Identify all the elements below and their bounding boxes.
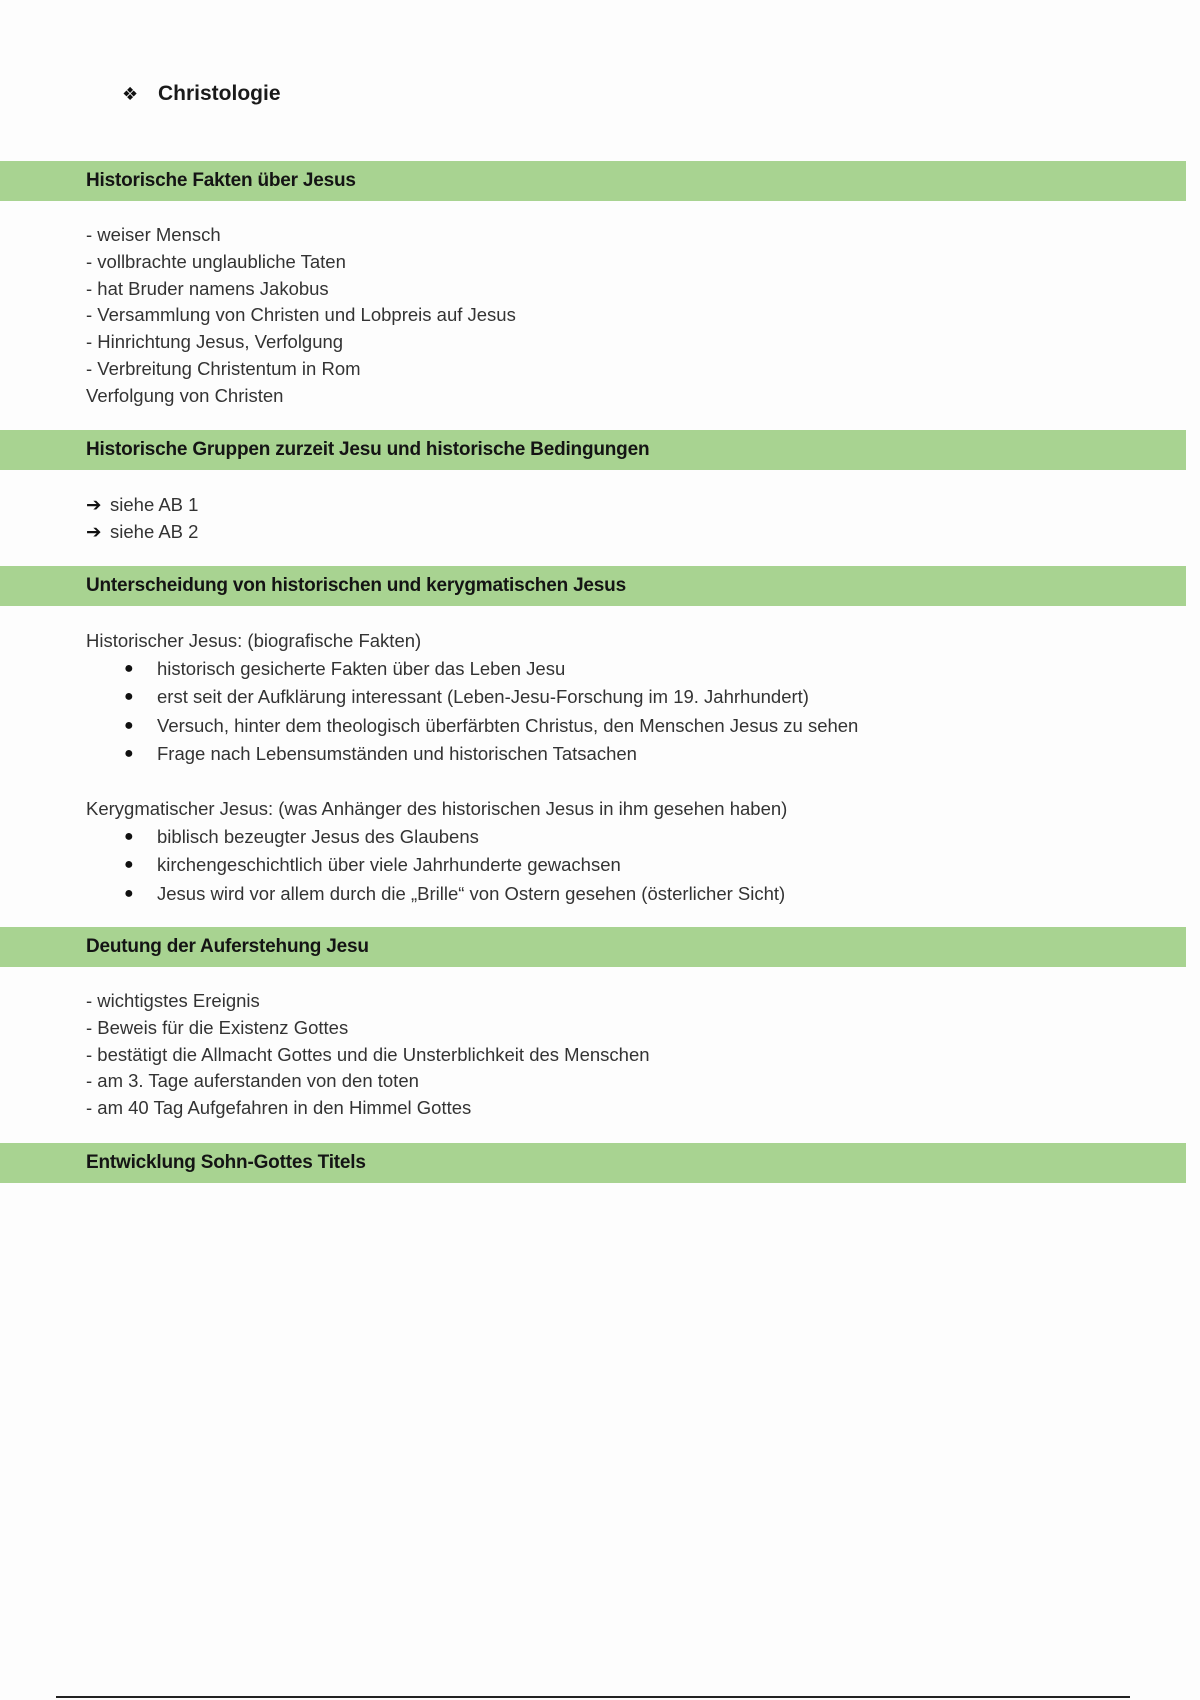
right-arrow-icon: ➔ [86,520,102,542]
section-header-auferstehung [0,927,1186,967]
section-heading: Deutung der Auferstehung Jesu [86,936,369,957]
block-intro: Kerygmatischer Jesus: (was Anhänger des historischen Jesus in ihm gesehen haben) [86,798,788,819]
list-item: - weiser Mensch [86,224,221,245]
list-item: Verfolgung von Christen [86,384,284,406]
list-item [86,655,858,684]
bullet-icon: ● [124,827,134,845]
section-heading: Entwicklung Sohn-Gottes Titels [86,1152,366,1173]
bullet-text: Jesus wird vor allem durch die „Brille“ von Ostern gesehen (österlicher Sicht) [157,882,786,904]
section-heading: Historische Gruppen zurzeit Jesu und historische Bedingungen [86,439,650,460]
section-header-historische-fakten [0,161,1186,201]
list-item: - wichtigstes Ereignis [86,990,260,1011]
list-item [86,683,858,712]
list-item [86,519,198,546]
historical-jesus-block [86,628,858,769]
bullet-icon: ● [124,745,134,763]
section-header-sohn-gottes [0,1143,1186,1183]
bullet-icon: ● [124,716,134,734]
section-header-historische-gruppen [0,430,1186,470]
facts-list [86,222,516,410]
bullet-text: erst seit der Aufklärung interessant (Leben-Jesu-Forschung im 19. Jahrhundert) [157,686,809,708]
list-item: - bestätigt die Allmacht Gottes und die Unsterblichkeit des Menschen [86,1043,650,1065]
list-item: - am 3. Tage auferstanden von den toten [86,1070,419,1092]
reference-list [86,492,198,546]
list-item [86,851,787,880]
list-item: - Beweis für die Existenz Gottes [86,1016,349,1038]
list-item [86,740,858,769]
reference-text: siehe AB 1 [110,494,199,515]
list-item: - Verbreitung Christentum in Rom [86,357,361,379]
right-arrow-icon: ➔ [86,494,102,515]
bullet-icon: ● [124,856,134,874]
list-item: - am 40 Tag Aufgefahren in den Himmel Gottes [86,1097,472,1119]
section-heading: Historische Fakten über Jesus [86,170,356,191]
bullet-text: historisch gesicherte Fakten über das Leben Jesu [157,657,566,679]
page-title-text: Christologie [158,82,281,105]
reference-text: siehe AB 2 [110,520,199,542]
list-item: - vollbrachte unglaubliche Taten [86,250,346,272]
section-heading: Unterscheidung von historischen und kerygmatischen Jesus [86,575,626,596]
list-item [86,492,198,519]
kerygmatic-jesus-block [86,796,787,908]
list-item: - hat Bruder namens Jakobus [86,277,329,299]
list-item [86,823,787,852]
bullet-text: Frage nach Lebensumständen und historischen Tatsachen [157,743,637,765]
bullet-icon: ● [124,688,134,706]
four-diamond-icon: ❖ [122,83,139,104]
list-item: - Versammlung von Christen und Lobpreis auf Jesus [86,304,516,326]
footer-divider [56,1696,1130,1698]
bullet-text: biblisch bezeugter Jesus des Glaubens [157,825,479,847]
list-item [86,880,787,909]
page-title [122,82,281,106]
block-intro: Historischer Jesus: (biografische Fakten) [86,630,422,651]
bullet-icon: ● [124,659,134,677]
bullet-icon: ● [124,884,134,902]
list-item [86,712,858,741]
historical-bullets [86,655,858,769]
kerygmatic-bullets [86,823,787,909]
section-header-unterscheidung [0,566,1186,606]
bullet-text: Versuch, hinter dem theologisch überfärbten Christus, den Menschen Jesus zu sehen [157,714,859,736]
bullet-text: kirchengeschichtlich über viele Jahrhunderte gewachsen [157,854,621,876]
list-item: - Hinrichtung Jesus, Verfolgung [86,331,344,353]
resurrection-list [86,988,650,1122]
